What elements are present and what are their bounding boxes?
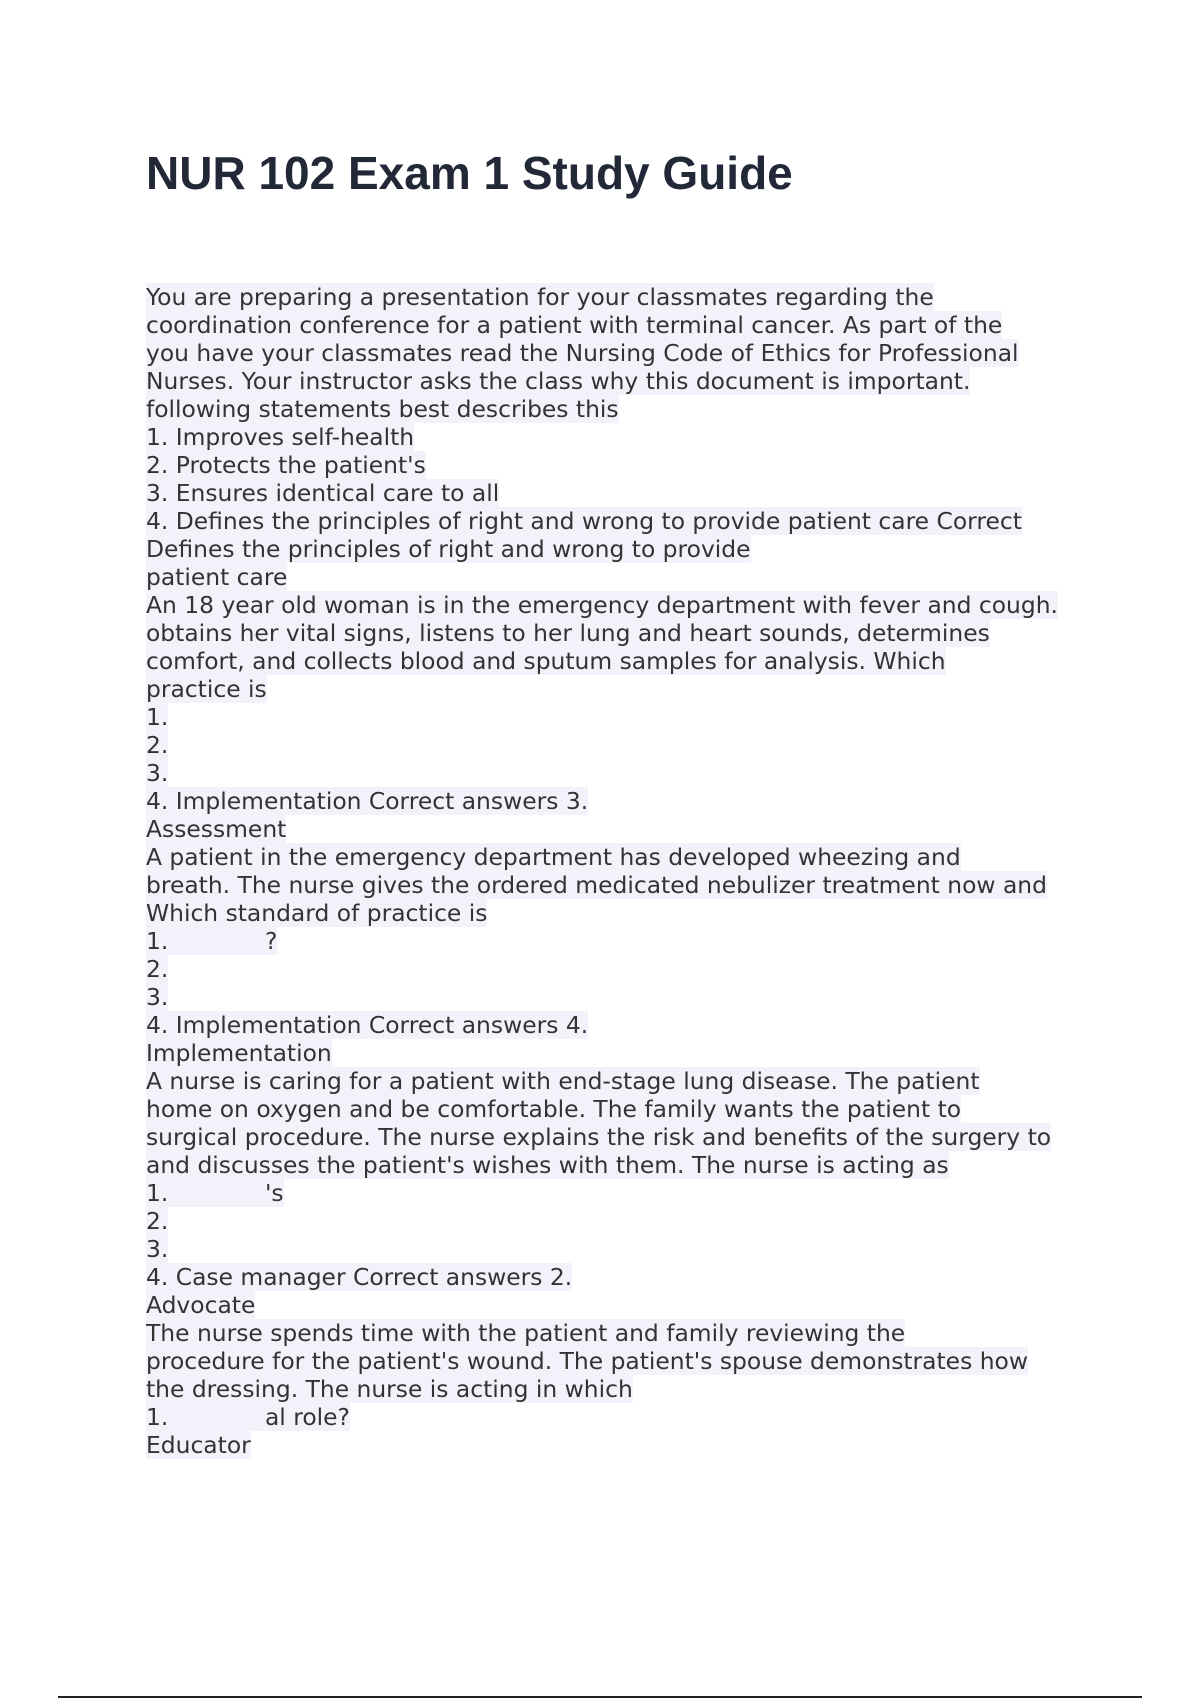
text-line: 3.: [146, 1235, 169, 1263]
text-line: A patient in the emergency department has developed wheezing and: [146, 843, 961, 871]
text-line: 2.: [146, 955, 169, 983]
text-line: patient care: [146, 563, 288, 591]
text-line: home on oxygen and be comfortable. The family wants the patient to: [146, 1095, 962, 1123]
text-line: Which standard of practice is: [146, 899, 488, 927]
text-line: Assessment: [146, 815, 287, 843]
text-line: 4. Defines the principles of right and wrong to provide patient care Correct: [146, 507, 1022, 535]
text-line: 1.: [146, 703, 169, 731]
text-line: 4. Implementation Correct answers 3.: [146, 787, 589, 815]
text-line: 1. 's: [146, 1179, 284, 1207]
text-line: Educator: [146, 1431, 251, 1459]
text-line: You are preparing a presentation for your classmates regarding the: [146, 283, 934, 311]
text-line: following statements best describes this: [146, 395, 619, 423]
text-line: 3.: [146, 983, 169, 1011]
text-line: A nurse is caring for a patient with end-stage lung disease. The patient: [146, 1067, 980, 1095]
text-line: comfort, and collects blood and sputum samples for analysis. Which: [146, 647, 946, 675]
text-line: 1. al role?: [146, 1403, 350, 1431]
text-line: An 18 year old woman is in the emergency department with fever and cough.: [146, 591, 1058, 619]
text-line: the dressing. The nurse is acting in which: [146, 1375, 633, 1403]
study-guide-body: [146, 283, 1086, 1459]
text-line: 3.: [146, 759, 169, 787]
text-line: practice is: [146, 675, 267, 703]
text-line: Nurses. Your instructor asks the class why this document is important.: [146, 367, 971, 395]
text-line: 4. Case manager Correct answers 2.: [146, 1263, 573, 1291]
text-line: coordination conference for a patient with terminal cancer. As part of the: [146, 311, 1003, 339]
page-title: NUR 102 Exam 1 Study Guide: [146, 147, 793, 199]
text-line: you have your classmates read the Nursing Code of Ethics for Professional: [146, 339, 1019, 367]
footer-divider: [58, 1696, 1142, 1698]
text-line: 1. ?: [146, 927, 278, 955]
text-line: procedure for the patient's wound. The patient's spouse demonstrates how: [146, 1347, 1028, 1375]
text-line: 2.: [146, 1207, 169, 1235]
text-line: 3. Ensures identical care to all: [146, 479, 500, 507]
text-line: and discusses the patient's wishes with them. The nurse is acting as: [146, 1151, 949, 1179]
text-line: obtains her vital signs, listens to her lung and heart sounds, determines: [146, 619, 990, 647]
text-line: Advocate: [146, 1291, 256, 1319]
text-line: breath. The nurse gives the ordered medicated nebulizer treatment now and: [146, 871, 1047, 899]
text-line: The nurse spends time with the patient and family reviewing the: [146, 1319, 906, 1347]
text-line: 2. Protects the patient's: [146, 451, 426, 479]
text-line: 1. Improves self-health: [146, 423, 415, 451]
text-line: Defines the principles of right and wrong to provide: [146, 535, 751, 563]
text-line: Implementation: [146, 1039, 332, 1067]
text-line: surgical procedure. The nurse explains the risk and benefits of the surgery to: [146, 1123, 1052, 1151]
text-line: 4. Implementation Correct answers 4.: [146, 1011, 589, 1039]
text-line: 2.: [146, 731, 169, 759]
